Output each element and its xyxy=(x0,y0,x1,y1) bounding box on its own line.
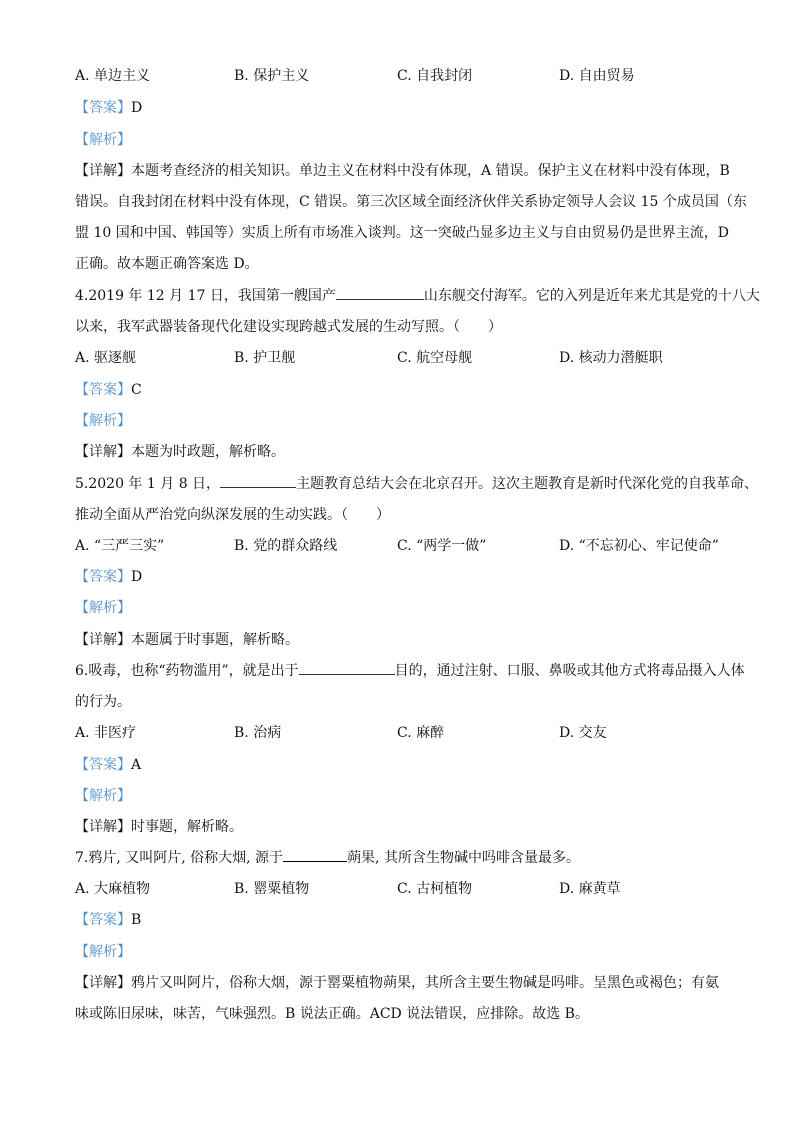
q7-detail-line-1 xyxy=(75,973,725,993)
q6-stem-a: 6.吸毒，也称“药物滥用”，就是出于 xyxy=(75,663,299,679)
detail-text: 鸦片又叫阿片，俗称大烟，源于罂粟植物蒴果，其所含主要生物碱是吗啡。呈黑色或褐色；有氨 xyxy=(131,975,719,991)
q6-options xyxy=(75,723,725,743)
q6-option-a: A. 非医疗 xyxy=(75,725,137,741)
q5-analysis xyxy=(75,598,725,618)
q6-answer xyxy=(75,755,725,775)
detail-text: 本题为时政题，解析略。 xyxy=(131,444,285,460)
q3-detail-line-1 xyxy=(75,161,730,181)
detail-text: 本题属于时事题，解析略。 xyxy=(131,632,299,648)
q5-fill-blank xyxy=(220,474,296,488)
q6-detail xyxy=(75,817,725,837)
q5-stem-line-2: 推动全面从严治党向纵深发展的生动实践。（ ） xyxy=(75,507,390,523)
q3-option-a: A. 单边主义 xyxy=(75,68,151,84)
q4-fill-blank xyxy=(336,286,424,300)
q3-option-b: B. 保护主义 xyxy=(234,68,310,84)
analysis-tag: 【解析】 xyxy=(75,788,131,804)
q6-stem-line-1 xyxy=(75,661,745,681)
q6-option-b: B. 治病 xyxy=(234,725,282,741)
q3-option-c: C. 自我封闭 xyxy=(397,68,473,84)
answer-value: D xyxy=(131,100,143,116)
answer-value: D xyxy=(131,569,143,585)
q7-option-d: D. 麻黄草 xyxy=(559,881,621,897)
answer-tag: 【答案】 xyxy=(75,757,131,773)
q5-answer xyxy=(75,567,725,587)
q3-option-d: D. 自由贸易 xyxy=(559,68,635,84)
q3-detail-line-4: 正确。故本题正确答案选 D。 xyxy=(75,256,259,272)
q6-analysis xyxy=(75,786,725,806)
q7-option-b: B. 罂粟植物 xyxy=(234,881,310,897)
q4-stem-line-1 xyxy=(75,286,760,306)
answer-value: B xyxy=(131,912,142,928)
q4-stem-a: 4.2019 年 12 月 17 日，我国第一艘国产 xyxy=(75,288,336,304)
detail-text: 本题考查经济的相关知识。单边主义在材料中没有体现，A 错误。保护主义在材料中没有体现，B xyxy=(131,163,730,179)
q5-options xyxy=(75,536,725,556)
q4-option-d: D. 核动力潜艇职 xyxy=(559,350,663,366)
q4-option-b: B. 护卫舰 xyxy=(234,350,296,366)
analysis-tag: 【解析】 xyxy=(75,600,131,616)
q5-stem-b: 主题教育总结大会在北京召开。这次主题教育是新时代深化党的自我革命、 xyxy=(296,476,759,492)
q5-option-c: C. “两学一做” xyxy=(397,538,487,554)
q7-options xyxy=(75,879,725,899)
q6-option-c: C. 麻醉 xyxy=(397,725,445,741)
answer-tag: 【答案】 xyxy=(75,912,131,928)
q4-option-c: C. 航空母舰 xyxy=(397,350,473,366)
q3-detail-line-3: 盟 10 国和中国、韩国等）实质上所有市场准入谈判。这一突破凸显多边主义与自由贸易仍是世界主流，D xyxy=(75,225,729,241)
q4-stem-line-2: 以来，我军武器装备现代化建设实现跨越式发展的生动写照。（ ） xyxy=(75,319,502,335)
analysis-tag: 【解析】 xyxy=(75,944,131,960)
q7-option-a: A. 大麻植物 xyxy=(75,881,151,897)
q6-stem-b: 目的，通过注射、口服、鼻吸或其他方式将毒品摄入人体 xyxy=(394,663,745,679)
analysis-tag: 【解析】 xyxy=(75,132,131,148)
q5-option-b: B. 党的群众路线 xyxy=(234,538,338,554)
answer-tag: 【答案】 xyxy=(75,100,131,116)
q7-stem-b: 蒴果, 其所含生物碱中吗啡含量最多。 xyxy=(347,850,580,866)
q7-stem-a: 7.鸦片, 又叫阿片, 俗称大烟, 源于 xyxy=(75,850,284,866)
q7-fill-blank xyxy=(283,848,347,862)
q5-option-d: D. “不忘初心、牢记使命” xyxy=(559,538,719,554)
q5-stem-line-1 xyxy=(75,474,759,494)
q6-option-d: D. 交友 xyxy=(559,725,607,741)
answer-tag: 【答案】 xyxy=(75,382,131,398)
q5-stem-a: 5.2020 年 1 月 8 日， xyxy=(75,476,221,492)
q4-stem-b: 山东舰交付海军。它的入列是近年来尤其是党的十八大 xyxy=(423,288,760,304)
q5-detail xyxy=(75,630,725,650)
q3-answer xyxy=(75,98,725,118)
detail-tag: 【详解】 xyxy=(75,819,131,835)
q7-analysis xyxy=(75,942,725,962)
q4-answer xyxy=(75,380,725,400)
q7-answer xyxy=(75,910,725,930)
q4-detail xyxy=(75,442,725,462)
detail-tag: 【详解】 xyxy=(75,632,131,648)
detail-text: 时事题，解析略。 xyxy=(131,819,243,835)
q7-stem-line-1 xyxy=(75,848,725,868)
detail-tag: 【详解】 xyxy=(75,975,131,991)
q4-analysis xyxy=(75,411,725,431)
detail-tag: 【详解】 xyxy=(75,444,131,460)
q3-analysis xyxy=(75,130,725,150)
q6-fill-blank xyxy=(299,661,395,675)
q4-options xyxy=(75,348,725,368)
q7-option-c: C. 古柯植物 xyxy=(397,881,473,897)
answer-value: A xyxy=(131,757,142,773)
q3-options xyxy=(75,66,725,86)
analysis-tag: 【解析】 xyxy=(75,413,131,429)
q3-detail-line-2: 错误。自我封闭在材料中没有体现，C 错误。第三次区域全面经济伙伴关系协定领导人会议 15 个成员国（东 xyxy=(75,194,747,210)
q5-option-a: A. “三严三实” xyxy=(75,538,165,554)
answer-value: C xyxy=(131,382,142,398)
q6-stem-line-2: 的行为。 xyxy=(75,694,131,710)
q7-detail-line-2: 味或陈旧尿味，味苦，气味强烈。B 说法正确。ACD 说法错误，应排除。故选 B。 xyxy=(75,1006,589,1022)
detail-tag: 【详解】 xyxy=(75,163,131,179)
q4-option-a: A. 驱逐舰 xyxy=(75,350,137,366)
answer-tag: 【答案】 xyxy=(75,569,131,585)
